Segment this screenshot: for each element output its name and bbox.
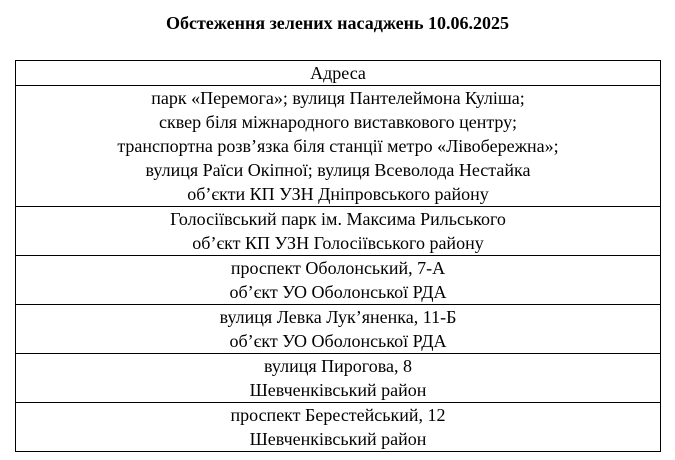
- address-cell: [16, 86, 661, 207]
- address-cell: [16, 305, 661, 354]
- address-line: вулиця Пирогова, 8: [264, 356, 412, 376]
- table-row: [16, 403, 661, 452]
- address-line: Шевченківський район: [249, 380, 427, 400]
- address-line: вулиця Левка Лук’яненка, 11-Б: [219, 307, 457, 327]
- table-row: [16, 354, 661, 403]
- address-line: парк «Перемога»; вулиця Пантелеймона Куліша;: [151, 88, 525, 108]
- address-line: Шевченківський район: [249, 429, 427, 449]
- address-cell: [16, 403, 661, 452]
- address-line: об’єкти КП УЗН Дніпровського району: [187, 184, 489, 204]
- address-line: об’єкт КП УЗН Голосіївського району: [192, 233, 484, 253]
- address-line: Голосіївський парк ім. Максима Рильського: [170, 209, 506, 229]
- address-line: сквер біля міжнародного виставкового центру;: [159, 112, 517, 132]
- address-column-header: Адреса: [16, 61, 661, 86]
- address-cell: [16, 256, 661, 305]
- address-cell: [16, 354, 661, 403]
- address-line: об’єкт УО Оболонської РДА: [229, 282, 447, 302]
- address-cell: [16, 207, 661, 256]
- address-line: проспект Оболонський, 7-А: [230, 258, 446, 278]
- table-row: [16, 256, 661, 305]
- address-line: проспект Берестейський, 12: [230, 405, 446, 425]
- table-row: [16, 305, 661, 354]
- table-row: [16, 207, 661, 256]
- table-header-row: [16, 61, 661, 86]
- address-table: [15, 60, 661, 452]
- address-line: вулиця Раїси Окіпної; вулиця Всеволода Нестайка: [145, 160, 531, 180]
- table-row: [16, 86, 661, 207]
- address-line: об’єкт УО Оболонської РДА: [229, 331, 447, 351]
- document-title: Обстеження зелених насаджень 10.06.2025: [165, 13, 510, 33]
- address-line: транспортна розв’язка біля станції метро «Лівобережна»;: [117, 136, 559, 156]
